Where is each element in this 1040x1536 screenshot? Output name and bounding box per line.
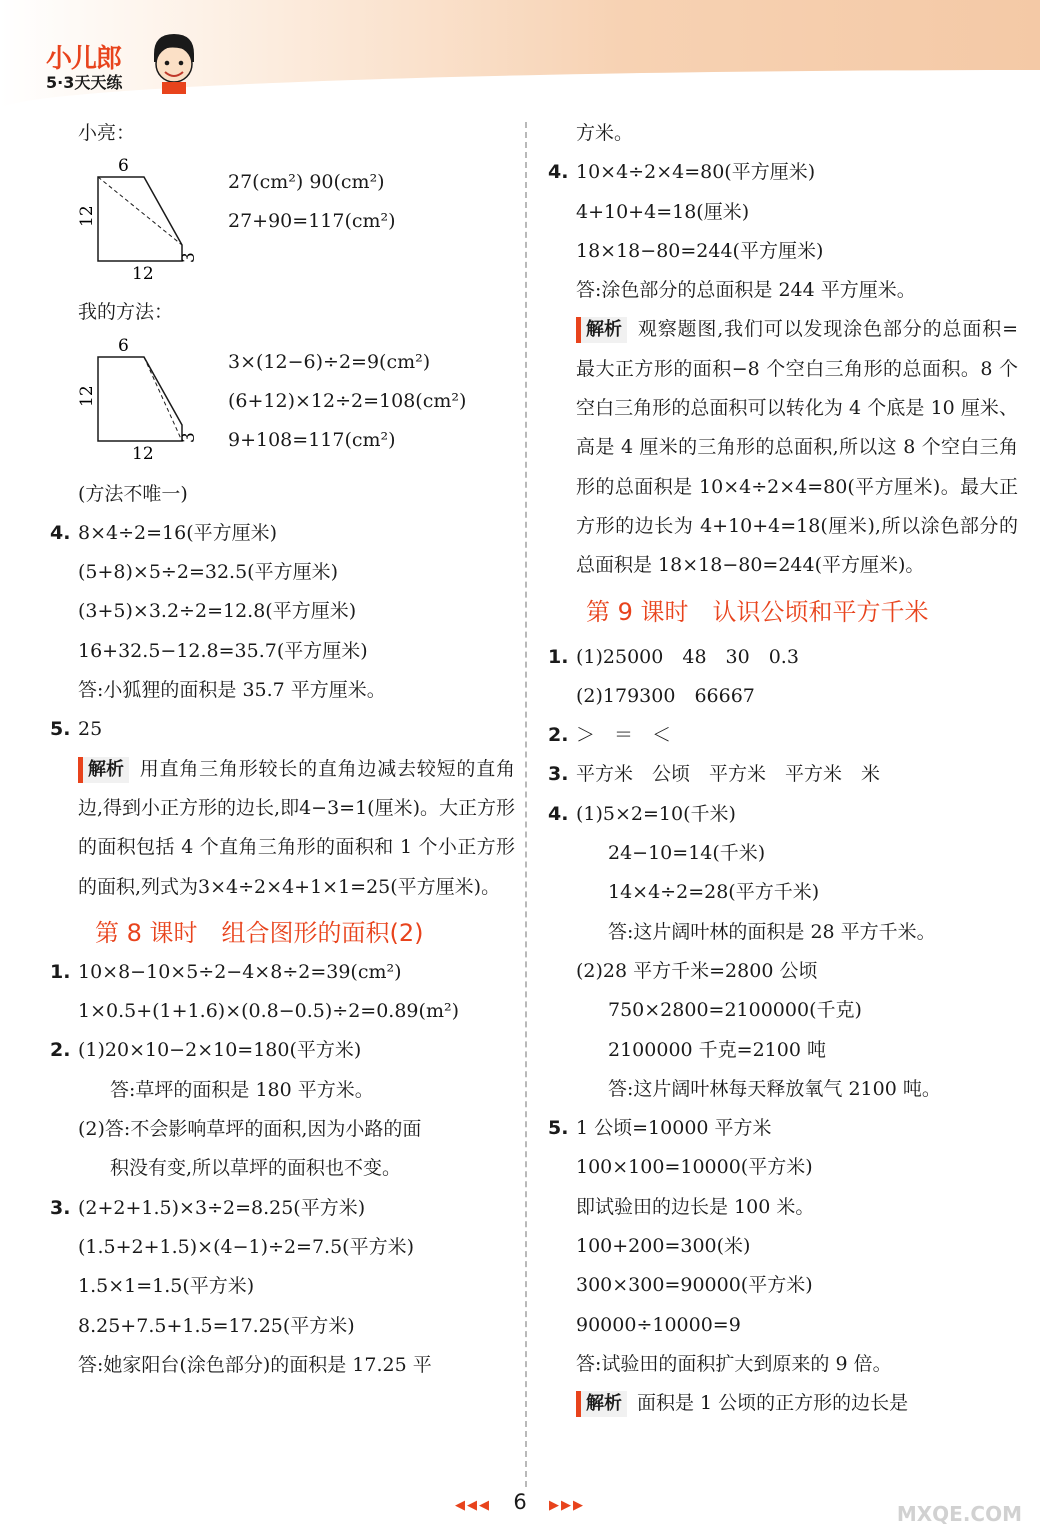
l9q2-line xyxy=(548,716,1018,755)
l8q2-number: 2. xyxy=(50,1039,71,1062)
l9q5-line-6: 答:试验田的面积扩大到原来的 9 倍。 xyxy=(576,1352,892,1375)
l8q3-line-3: 8.25+7.5+1.5=17.25(平方米) xyxy=(78,1314,355,1337)
l9q3-number: 3. xyxy=(548,763,569,786)
fig1-left-label: 12 xyxy=(77,205,97,228)
analysis-tag: 解析 xyxy=(78,757,129,783)
q4-line-4: 答:小狐狸的面积是 35.7 平方厘米。 xyxy=(78,679,386,702)
l9q4-line-5: 750×2800=2100000(千克) xyxy=(608,999,862,1022)
l8q1-text-0: 10×8−10×5÷2−4×8÷2=39(cm²) xyxy=(78,960,402,983)
fig2-top-label: 6 xyxy=(118,335,129,356)
watermark-text: MXQE.COM xyxy=(896,1502,1022,1526)
l8q3-line-1: (1.5+2+1.5)×(4−1)÷2=7.5(平方米) xyxy=(78,1235,414,1258)
l8q3-line-4: 答:她家阳台(涂色部分)的面积是 17.25 平 xyxy=(78,1353,432,1376)
fig2-right-label: 3 xyxy=(179,431,199,443)
l8q3-line-2: 1.5×1=1.5(平方米) xyxy=(78,1275,255,1298)
fig2-calculations xyxy=(228,343,466,460)
q4-number: 4. xyxy=(50,521,71,544)
xiaoliang-label: 小亮： xyxy=(78,122,136,144)
l9q5-analysis xyxy=(548,1384,1018,1423)
q5-analysis xyxy=(50,750,515,907)
mascot-icon xyxy=(148,32,200,94)
l9q4-line-3: 答:这片阔叶林的面积是 28 平方千米。 xyxy=(608,920,936,943)
fig2-line-1: (6+12)×12÷2=108(cm²) xyxy=(228,389,467,412)
l9q5-line-5: 90000÷10000=9 xyxy=(576,1313,741,1336)
l9q5-line-3: 100+200=300(米) xyxy=(576,1235,751,1258)
l9q4-number: 4. xyxy=(548,802,569,825)
l9q2-answer: ＞ ＝ ＜ xyxy=(576,724,672,747)
l9q4-line-1: 24−10=14(千米) xyxy=(608,842,766,865)
fig1-right-label: 3 xyxy=(179,252,199,264)
l9q5-line-2: 即试验田的边长是 100 米。 xyxy=(576,1195,815,1218)
r-q4-line-0 xyxy=(548,153,1018,192)
page-number: 6 xyxy=(513,1490,527,1514)
l8q2-line-0 xyxy=(50,1031,515,1070)
l8q1-number: 1. xyxy=(50,960,71,983)
q5-number: 5. xyxy=(50,718,71,741)
l9q3-line xyxy=(548,755,1018,794)
l9q1-line-0 xyxy=(548,638,1018,677)
q4-line-2: (3+5)×3.2÷2=12.8(平方厘米) xyxy=(78,600,357,623)
l9q1-text-0: (1)25000 48 30 0.3 xyxy=(576,645,799,668)
l9q4-line-6: 2100000 千克=2100 吨 xyxy=(608,1038,826,1061)
q5-line xyxy=(50,710,515,749)
fig2-line-0: 3×(12−6)÷2=9(cm²) xyxy=(228,350,431,373)
q4-line-3: 16+32.5−12.8=35.7(平方厘米) xyxy=(78,639,368,662)
my-method-figure xyxy=(50,333,515,475)
brand-logo xyxy=(12,10,202,105)
r-q4-number: 4. xyxy=(548,161,569,184)
l9q5-line-1: 100×100=10000(平方米) xyxy=(576,1156,813,1179)
fig1-calculations xyxy=(228,163,396,241)
brand-name: 小儿郎 xyxy=(46,44,122,74)
l9q5-analysis-text: 面积是 1 公顷的正方形的边长是 xyxy=(637,1392,909,1415)
l9q1-line-1: (2)179300 66667 xyxy=(576,684,755,707)
fig1-line-1: 27+90=117(cm²) xyxy=(228,210,396,233)
l8q2-line-1: 答:草坪的面积是 180 平方米。 xyxy=(110,1078,374,1101)
lesson-9-title: 第 9 课时 认识公顷和平方千米 xyxy=(586,597,929,626)
q4-line-1: (5+8)×5÷2=32.5(平方厘米) xyxy=(78,561,338,584)
l9q3-answer: 平方米 公顷 平方米 平方米 米 xyxy=(576,763,881,786)
l8q3-line-0 xyxy=(50,1189,515,1228)
series-name: 5·3天天练 xyxy=(46,73,123,92)
right-column xyxy=(548,114,1018,1424)
l8q1-line-0 xyxy=(50,953,515,992)
left-column xyxy=(50,114,515,1385)
l9q5-text-0: 1 公顷=10000 平方米 xyxy=(576,1117,772,1140)
r-q4-line-1: 4+10+4=18(厘米) xyxy=(576,200,750,223)
l9q5-line-0 xyxy=(548,1109,1018,1148)
l8q1-line-1: 1×0.5+(1+1.6)×(0.8−0.5)÷2=0.89(m²) xyxy=(78,1000,459,1023)
l8q3-text-0: (2+2+1.5)×3÷2=8.25(平方米) xyxy=(78,1196,366,1219)
l9q1-number: 1. xyxy=(548,645,569,668)
q5-analysis-text: 用直角三角形较长的直角边减去较短的直角边,得到小正方形的边长,即4−3=1(厘米)。大正方形的面积包括 4 个直角三角形的面积和 1 个小正方形的面积,列式为3×4÷2×4+1×1=25(平方厘米)。 xyxy=(78,757,516,898)
l9q4-line-2: 14×4÷2=28(平方千米) xyxy=(608,881,820,904)
column-divider xyxy=(525,122,527,1487)
xiaoliang-figure xyxy=(50,153,515,285)
method-note: (方法不唯一) xyxy=(78,482,188,505)
r-q4-analysis-text: 观察题图,我们可以发现涂色部分的总面积=最大正方形的面积−8 个空白三角形的总面积。8 个空白三角形的总面积可以转化为 4 个底是 10 厘米、高是 4 厘米的三角形的总面积,所以这 8 个空白三角形的总面积是 10×4÷2×4=80(平方厘米)。最大正方形的边长为 4+10+4=18(厘米),所以涂色部分的总面积是 18×18−80=244(平方厘米)。 xyxy=(576,318,1018,577)
lesson-8-title: 第 8 课时 组合图形的面积(2) xyxy=(95,918,424,947)
analysis-tag-3: 解析 xyxy=(576,1391,627,1417)
l9q2-number: 2. xyxy=(548,724,569,747)
prev-arrows-icon: ◀◀◀ xyxy=(454,1498,491,1513)
l9q5-line-4: 300×300=90000(平方米) xyxy=(576,1274,813,1297)
r-q4-analysis xyxy=(548,310,1018,585)
l8q2-text-0: (1)20×10−2×10=180(平方米) xyxy=(78,1039,362,1062)
l9q4-line-4: (2)28 平方千米=2800 公顷 xyxy=(576,959,818,982)
l9q4-line-7: 答:这片阔叶林每天释放氧气 2100 吨。 xyxy=(608,1077,941,1100)
l9q5-number: 5. xyxy=(548,1117,569,1140)
l8q2-line-3: 积没有变,所以草坪的面积也不变。 xyxy=(110,1157,402,1180)
my-method-label: 我的方法： xyxy=(78,301,174,324)
l8q3-number: 3. xyxy=(50,1196,71,1219)
fig1-top-label: 6 xyxy=(118,156,129,177)
next-arrows-icon: ▶▶▶ xyxy=(549,1498,586,1513)
r-q4-line-2: 18×18−80=244(平方厘米) xyxy=(576,239,824,262)
trapezoid-diagram xyxy=(77,153,210,285)
l9q4-line-0 xyxy=(548,795,1018,834)
fig2-left-label: 12 xyxy=(77,384,97,407)
fig2-bottom-label: 12 xyxy=(132,443,154,464)
fig2-line-2: 9+108=117(cm²) xyxy=(228,428,396,451)
l9q4-first: (1)5×2=10(千米) xyxy=(576,802,736,825)
l8q2-line-2: (2)答:不会影响草坪的面积,因为小路的面 xyxy=(78,1118,422,1141)
q4-text-0: 8×4÷2=16(平方厘米) xyxy=(78,521,278,544)
r-q4-line-3: 答:涂色部分的总面积是 244 平方厘米。 xyxy=(576,279,916,302)
watermark xyxy=(872,1456,1022,1526)
trapezoid-diagram-2 xyxy=(77,333,210,464)
r-q4-text-0: 10×4÷2×4=80(平方厘米) xyxy=(576,161,816,184)
continuation-text: 方米。 xyxy=(576,122,634,144)
fig1-line-0: 27(cm²) 90(cm²) xyxy=(228,171,385,194)
fig1-bottom-label: 12 xyxy=(132,264,154,285)
analysis-tag-2: 解析 xyxy=(576,317,627,343)
q5-answer: 25 xyxy=(78,718,103,741)
q4-line-0 xyxy=(50,514,515,553)
